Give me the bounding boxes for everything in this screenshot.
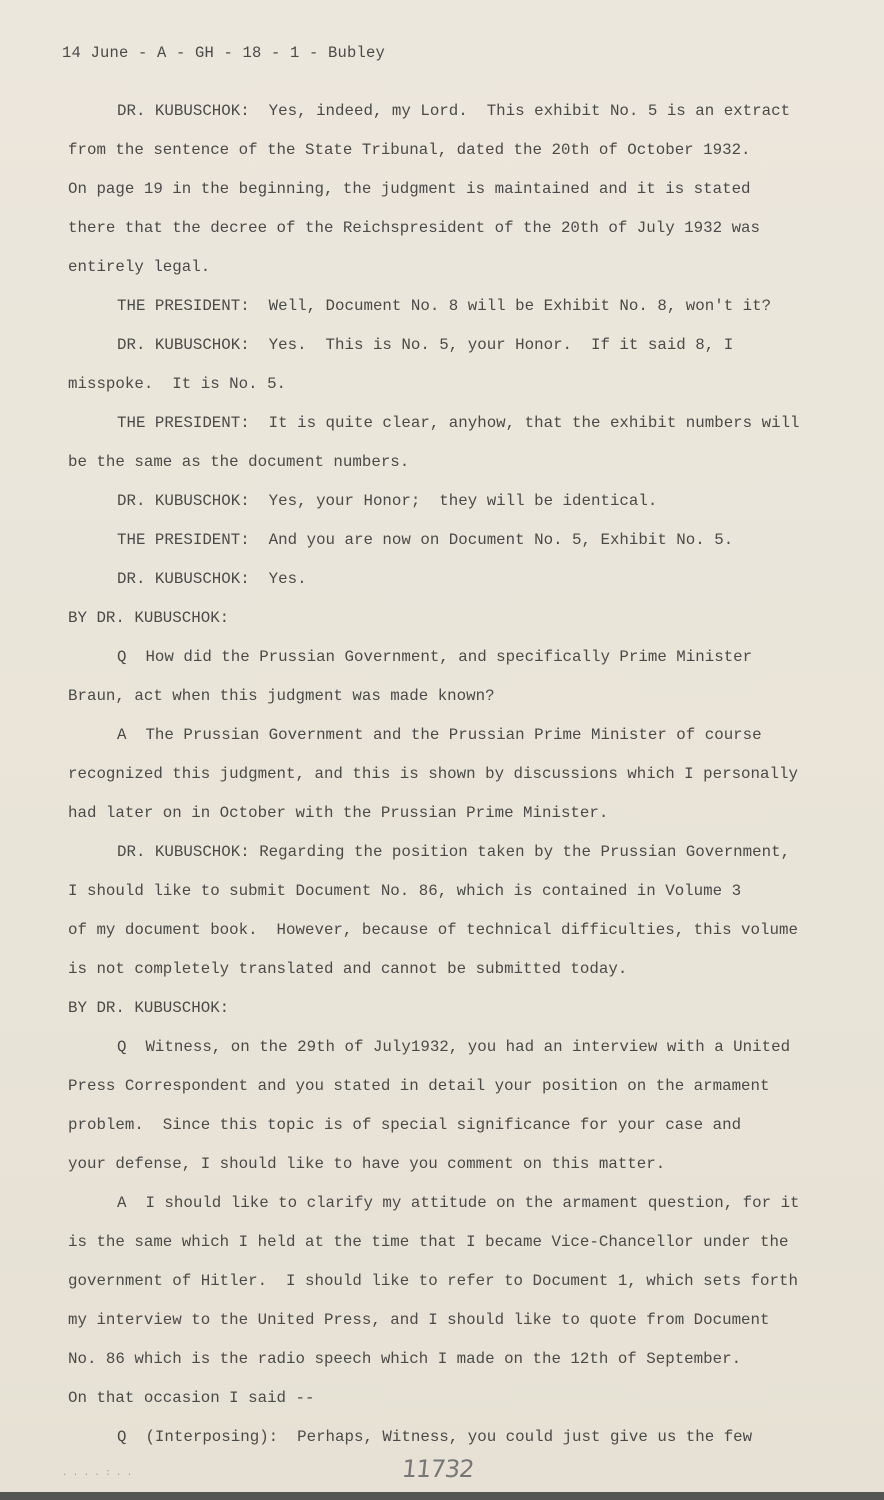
transcript-line: DR. KUBUSCHOK: Yes. [117,570,307,588]
transcript-line: of my document book. However, because of technical difficulties, this volume [68,921,798,939]
transcript-line: there that the decree of the Reichspresident of the 20th of July 1932 was [68,219,761,237]
transcript-line: On page 19 in the beginning, the judgment is maintained and it is stated [68,180,751,198]
transcript-line: your defense, I should like to have you comment on this matter. [68,1155,666,1173]
transcript-line: from the sentence of the State Tribunal, dated the 20th of October 1932. [68,141,751,159]
scan-edge [0,1492,884,1500]
transcript-line: THE PRESIDENT: And you are now on Document No. 5, Exhibit No. 5. [117,531,734,549]
transcript-body [0,92,884,1457]
transcript-line: is the same which I held at the time that I became Vice-Chancellor under the [68,1233,789,1251]
transcript-line: Q How did the Prussian Government, and specifically Prime Minister [117,648,753,666]
transcript-line: DR. KUBUSCHOK: Regarding the position taken by the Prussian Government, [117,843,791,861]
transcript-line: A I should like to clarify my attitude on the armament question, for it [117,1194,800,1212]
transcript-line: Q (Interposing): Perhaps, Witness, you could just give us the few [117,1428,753,1446]
transcript-line: had later on in October with the Prussian Prime Minister. [68,804,609,822]
page-number: 11732 [400,1455,475,1483]
faint-marks: . . . . : . . [62,1468,133,1478]
transcript-line: I should like to submit Document No. 86, which is contained in Volume 3 [68,882,742,900]
transcript-line: No. 86 which is the radio speech which I made on the 12th of September. [68,1350,742,1368]
transcript-line: entirely legal. [68,258,211,276]
transcript-line: On that occasion I said -- [68,1389,315,1407]
transcript-line: Q Witness, on the 29th of July1932, you had an interview with a United [117,1038,791,1056]
transcript-line: BY DR. KUBUSCHOK: [68,609,230,627]
transcript-line: DR. KUBUSCHOK: Yes. This is No. 5, your Honor. If it said 8, I [117,336,734,354]
transcript-line: DR. KUBUSCHOK: Yes, your Honor; they will be identical. [117,492,658,510]
transcript-line: DR. KUBUSCHOK: Yes, indeed, my Lord. This exhibit No. 5 is an extract [117,102,791,120]
transcript-line: government of Hitler. I should like to refer to Document 1, which sets forth [68,1272,798,1290]
transcript-line: Press Correspondent and you stated in detail your position on the armament [68,1077,770,1095]
transcript-line: my interview to the United Press, and I should like to quote from Document [68,1311,770,1329]
transcript-line: be the same as the document numbers. [68,453,410,471]
transcript-line: THE PRESIDENT: It is quite clear, anyhow, that the exhibit numbers will [117,414,800,432]
transcript-line: A The Prussian Government and the Prussian Prime Minister of course [117,726,762,744]
transcript-line: THE PRESIDENT: Well, Document No. 8 will be Exhibit No. 8, won't it? [117,297,772,315]
transcript-line: is not completely translated and cannot be submitted today. [68,960,628,978]
transcript-line: recognized this judgment, and this is shown by discussions which I personally [68,765,798,783]
document-header: 14 June - A - GH - 18 - 1 - Bubley [62,44,386,62]
transcript-line: Braun, act when this judgment was made known? [68,687,495,705]
transcript-line: problem. Since this topic is of special significance for your case and [68,1116,742,1134]
transcript-line: BY DR. KUBUSCHOK: [68,999,230,1017]
transcript-line: misspoke. It is No. 5. [68,375,287,393]
